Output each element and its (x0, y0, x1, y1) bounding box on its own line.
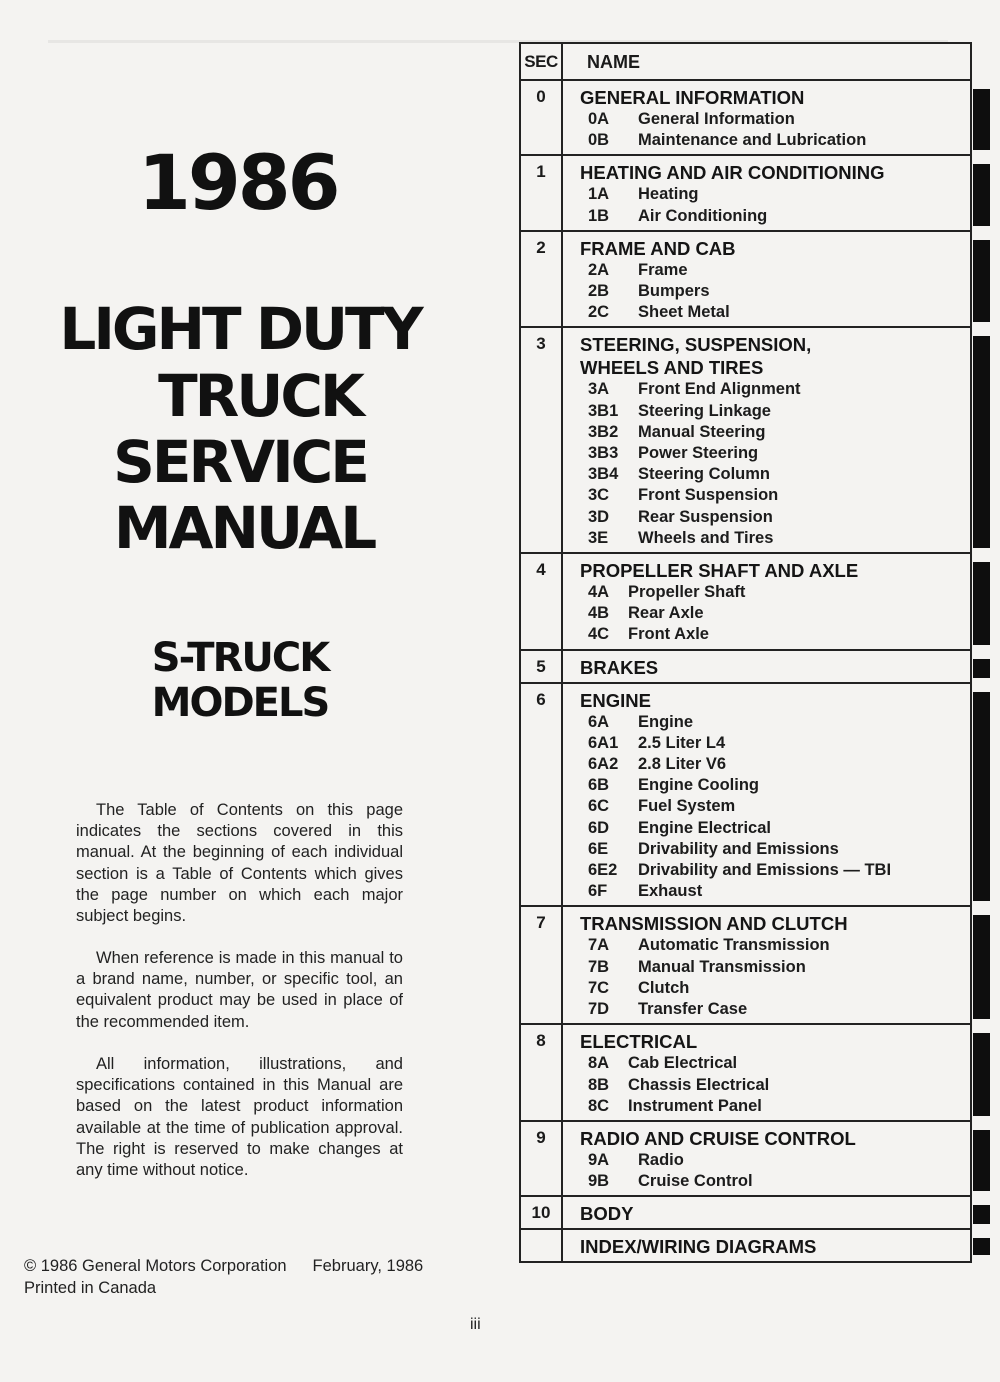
toc-subsection-code: 4C (588, 625, 610, 644)
toc-subsection-code: 8C (588, 1096, 610, 1115)
table-of-contents (519, 42, 972, 1263)
toc-subsection (580, 379, 970, 400)
toc-subsection-code: 1A (588, 185, 610, 204)
toc-subsection-code: 2A (588, 260, 610, 279)
toc-subsection (580, 881, 970, 902)
toc-subsection (580, 935, 970, 956)
toc-subsection-code: 8A (588, 1054, 610, 1073)
toc-subsection (580, 1171, 970, 1192)
toc-subsection-code: 4A (588, 583, 610, 602)
toc-subsection (580, 443, 970, 464)
toc-subsection-code: 6D (588, 818, 610, 837)
toc-subsection-code: 6A2 (588, 755, 619, 774)
toc-subsection (580, 624, 970, 645)
toc-subsection-code: 0A (588, 110, 610, 128)
toc-subsection (580, 507, 970, 528)
toc-subsection-name: Cab Electrical (628, 1054, 738, 1073)
page-number: iii (470, 1316, 481, 1333)
toc-section-row (521, 1122, 970, 1197)
publication-date: February, 1986 (312, 1257, 424, 1275)
toc-header-name: NAME (587, 52, 640, 72)
toc-section-content (563, 156, 970, 229)
toc-section-title: STEERING, SUSPENSION, (580, 334, 812, 356)
toc-section-content (563, 1230, 970, 1261)
toc-subsection (580, 528, 970, 549)
toc-subsection (580, 733, 970, 754)
toc-section-number (521, 1230, 563, 1261)
toc-section-number: 4 (521, 554, 563, 649)
intro-paragraph-1: The Table of Contents on this page indicates the sections covered in this manual. At the beginning of each individual section is a Table of Contents which gives the page number on which each major subject begins. (76, 801, 403, 926)
toc-subsection-name: Exhaust (638, 882, 703, 901)
section-thumb-tab (973, 562, 990, 645)
section-thumb-tab (973, 89, 990, 150)
toc-subsection-code: 8B (588, 1075, 610, 1094)
toc-subsection (580, 957, 970, 978)
toc-subsection-name: Clutch (638, 978, 690, 997)
toc-subsection-code: 3E (588, 528, 609, 547)
toc-subsection-name: Maintenance and Lubrication (638, 131, 867, 150)
toc-subsection-name: Front End Alignment (638, 380, 801, 399)
toc-subsection-code: 6C (588, 797, 610, 816)
toc-section-number: 9 (521, 1122, 563, 1195)
toc-section-content (563, 651, 970, 682)
toc-section-title: PROPELLER SHAFT AND AXLE (580, 560, 859, 582)
toc-subsection-name: Radio (638, 1150, 684, 1169)
toc-subsection-name: Frame (638, 260, 688, 279)
toc-section-row (521, 1025, 970, 1122)
toc-section-content (563, 554, 970, 649)
toc-section-content (563, 1197, 970, 1228)
cover-subtitle-line-1: S-TRUCK (151, 635, 329, 681)
toc-subsection-code: 6B (588, 776, 610, 795)
toc-subsection-name: Automatic Transmission (638, 936, 830, 955)
toc-subsection-name: Steering Linkage (638, 401, 771, 420)
toc-section-number: 7 (521, 907, 563, 1023)
toc-section-title: GENERAL INFORMATION (580, 87, 805, 108)
toc-subsection (580, 206, 970, 227)
toc-subsection (580, 839, 970, 860)
toc-subsection (580, 485, 970, 506)
toc-subsection (580, 260, 970, 281)
toc-subsection-name: Chassis Electrical (628, 1075, 770, 1094)
toc-section-number: 2 (521, 232, 563, 327)
toc-section-row (521, 684, 970, 908)
toc-subsection-code: 7B (588, 957, 610, 976)
toc-subsection-code: 0B (588, 131, 610, 150)
toc-subsection-code: 7D (588, 1000, 610, 1019)
toc-subsection (580, 130, 970, 151)
toc-section-row (521, 554, 970, 651)
toc-subsection-code: 3A (588, 380, 610, 399)
toc-subsection-code: 9B (588, 1172, 610, 1191)
section-thumb-tab (973, 692, 990, 902)
toc-subsection-name: Cruise Control (638, 1172, 753, 1191)
toc-subsection-name: Front Suspension (638, 486, 779, 505)
toc-subsection (580, 184, 970, 205)
section-thumb-tab (973, 336, 990, 548)
toc-subsection-code: 3D (588, 507, 610, 526)
section-thumb-tab (973, 1130, 990, 1191)
toc-subsection-name: Drivability and Emissions (638, 839, 839, 858)
toc-section-title: RADIO AND CRUISE CONTROL (580, 1127, 856, 1149)
toc-section-number: 1 (521, 156, 563, 229)
toc-subsection-code: 1B (588, 206, 610, 225)
toc-subsection (580, 281, 970, 302)
toc-subsection-name: Rear Suspension (638, 507, 773, 526)
toc-subsection-name: Bumpers (638, 282, 710, 301)
toc-section-number: 10 (521, 1197, 563, 1228)
toc-subsection-code: 3B1 (588, 401, 619, 420)
toc-section-number: 0 (521, 81, 563, 154)
toc-subsection-code: 7A (588, 936, 610, 955)
toc-subsection-code: 3C (588, 486, 610, 505)
section-thumb-tab (973, 1205, 990, 1224)
cover-year: 1986 (138, 138, 338, 227)
toc-subsection-code: 3B3 (588, 444, 619, 463)
toc-subsection (580, 796, 970, 817)
toc-section-title: HEATING AND AIR CONDITIONING (580, 162, 885, 184)
intro-paragraph-3: All information, illustrations, and specifications contained in this Manual are based on the latest product information available at the time of publication approval. The right is reserved to make changes at any time without notice. (76, 1055, 403, 1180)
toc-section-row (521, 81, 970, 156)
cover-title-line-3: SERVICE (113, 428, 367, 496)
toc-subsection (580, 754, 970, 775)
cover-title-line-1: LIGHT DUTY (59, 295, 421, 363)
toc-subsection-code: 3B4 (588, 465, 619, 484)
toc-section-row (521, 156, 970, 231)
toc-subsection (580, 603, 970, 624)
section-thumb-tab (973, 164, 990, 225)
toc-subsection (580, 860, 970, 881)
toc-subsection-name: 2.8 Liter V6 (638, 755, 727, 774)
toc-subsection-code: 9A (588, 1150, 610, 1169)
toc-subsection-name: Wheels and Tires (638, 528, 774, 547)
toc-subsection-code: 3B2 (588, 422, 619, 441)
toc-subsection-name: Rear Axle (628, 604, 704, 623)
toc-section-title: ELECTRICAL (580, 1031, 698, 1053)
toc-subsection-name: 2.5 Liter L4 (638, 733, 726, 752)
toc-header-sec: SEC (521, 44, 563, 79)
copyright-line (24, 1257, 423, 1276)
toc-subsection-name: Instrument Panel (628, 1096, 762, 1115)
toc-section-title: FRAME AND CAB (580, 237, 736, 259)
toc-section-content (563, 232, 970, 327)
toc-section-row (521, 1197, 970, 1230)
toc-subsection (580, 302, 970, 323)
toc-subsection (580, 712, 970, 733)
toc-subsection-name: Propeller Shaft (628, 583, 746, 602)
copyright-text: © 1986 General Motors Corporation (24, 1257, 287, 1275)
toc-subsection (580, 401, 970, 422)
toc-section-content (563, 1122, 970, 1195)
toc-subsection (580, 1150, 970, 1171)
toc-subsection-name: Steering Column (638, 465, 771, 484)
toc-section-number: 5 (521, 651, 563, 682)
toc-subsection-code: 7C (588, 978, 610, 997)
toc-subsection-name: Air Conditioning (638, 206, 768, 225)
toc-subsection (580, 978, 970, 999)
toc-subsection (580, 582, 970, 603)
section-thumb-tab (973, 659, 990, 678)
toc-subsection-name: Sheet Metal (638, 303, 730, 322)
toc-subsection-code: 4B (588, 604, 610, 623)
toc-section-title: TRANSMISSION AND CLUTCH (580, 913, 848, 935)
toc-section-title: WHEELS AND TIRES (580, 357, 764, 379)
toc-subsection-name: Drivability and Emissions — TBI (638, 861, 892, 880)
printed-in-line: Printed in Canada (24, 1279, 157, 1297)
toc-subsection (580, 1053, 970, 1074)
toc-subsection (580, 422, 970, 443)
section-thumb-tab (973, 915, 990, 1019)
toc-section-number: 3 (521, 328, 563, 552)
toc-section-title: BODY (580, 1203, 634, 1225)
toc-subsection-code: 6A1 (588, 733, 619, 752)
toc-subsection (580, 1075, 970, 1096)
toc-section-content (563, 684, 970, 906)
toc-section-row (521, 1230, 970, 1261)
toc-subsection-name: General Information (638, 110, 795, 128)
toc-section-title: BRAKES (580, 656, 659, 678)
toc-subsection (580, 464, 970, 485)
toc-subsection-name: Front Axle (628, 625, 709, 644)
cover-title-line-4: MANUAL (113, 494, 375, 562)
toc-subsection (580, 999, 970, 1020)
toc-section-content (563, 907, 970, 1023)
toc-section-content (563, 81, 970, 154)
toc-subsection-code: 2B (588, 282, 610, 301)
cover-subtitle-line-2: MODELS (151, 680, 329, 726)
toc-subsection-code: 2C (588, 303, 610, 322)
toc-header (521, 44, 970, 81)
toc-subsection-code: 6F (588, 882, 608, 901)
toc-subsection (580, 818, 970, 839)
section-thumb-tab (973, 1033, 990, 1116)
toc-subsection-code: 6E2 (588, 861, 618, 880)
toc-subsection-name: Fuel System (638, 797, 736, 816)
toc-section-content (563, 328, 970, 552)
toc-subsection (580, 109, 970, 130)
toc-subsection-name: Engine Electrical (638, 818, 771, 837)
toc-subsection-name: Heating (638, 185, 699, 204)
toc-section-row (521, 651, 970, 684)
toc-section-number: 8 (521, 1025, 563, 1120)
toc-subsection-code: 6E (588, 839, 609, 858)
toc-section-title: INDEX/WIRING DIAGRAMS (580, 1236, 817, 1258)
toc-subsection (580, 775, 970, 796)
toc-subsection (580, 1096, 970, 1117)
toc-subsection-code: 6A (588, 712, 610, 731)
cover-title-line-2: TRUCK (158, 362, 362, 430)
toc-section-row (521, 328, 970, 554)
toc-section-number: 6 (521, 684, 563, 906)
intro-paragraph-2: When reference is made in this manual to a brand name, number, or specific tool, an equivalent product may be used in place of the recommended item. (76, 949, 403, 1031)
toc-subsection-name: Power Steering (638, 444, 759, 463)
toc-section-content (563, 1025, 970, 1120)
toc-subsection-name: Engine (638, 712, 694, 731)
section-thumb-tab (973, 1238, 990, 1255)
toc-subsection-name: Manual Steering (638, 422, 766, 441)
toc-section-row (521, 232, 970, 329)
toc-section-row (521, 907, 970, 1025)
toc-subsection-name: Manual Transmission (638, 957, 806, 976)
toc-subsection-name: Transfer Case (638, 1000, 748, 1019)
toc-subsection-name: Engine Cooling (638, 776, 759, 795)
toc-section-title: ENGINE (580, 689, 651, 711)
section-thumb-tab (973, 240, 990, 323)
